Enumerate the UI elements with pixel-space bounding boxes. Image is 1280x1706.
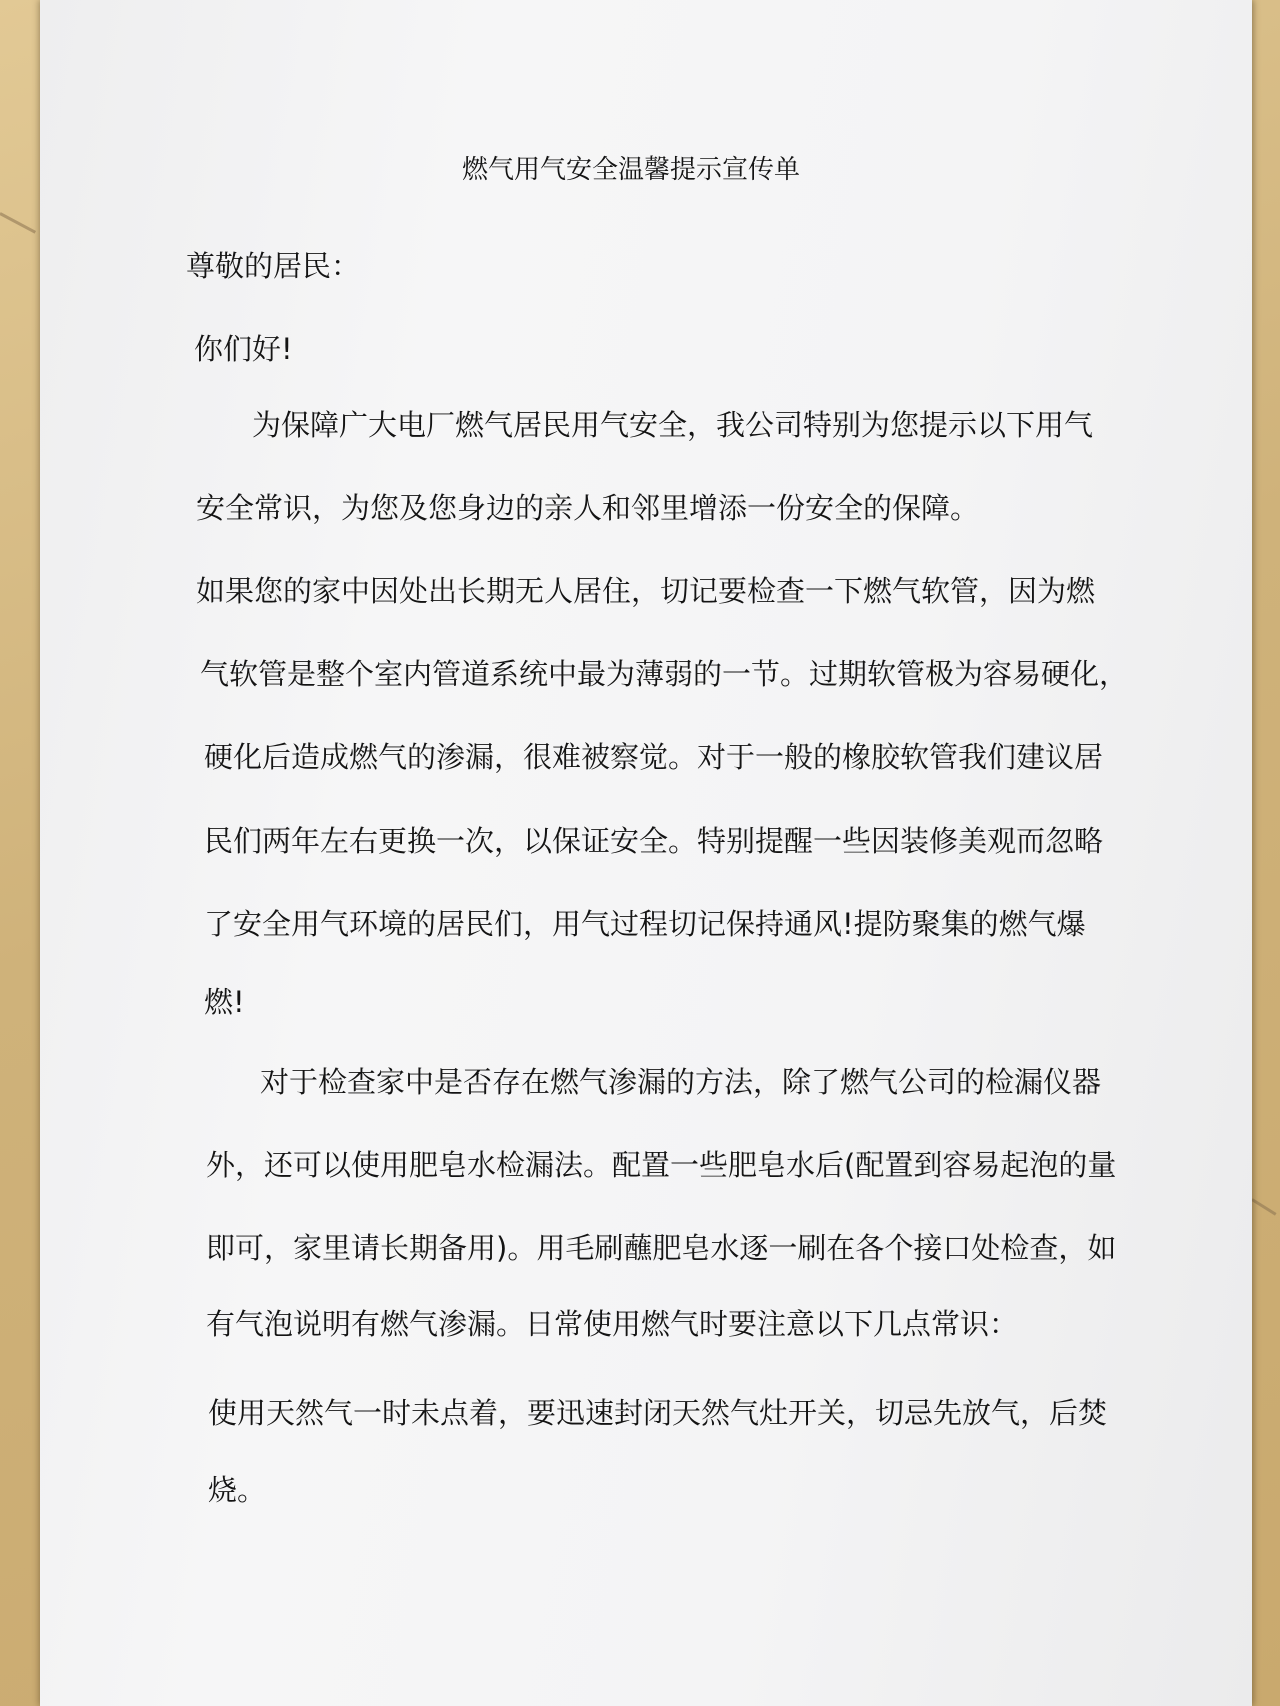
body-line: 气软管是整个室内管道系统中最为薄弱的一节。过期软管极为容易硬化，	[200, 657, 1129, 691]
body-line: 对于检查家中是否存在燃气渗漏的方法，除了燃气公司的检漏仪器	[260, 1065, 1102, 1099]
body-line: 外，还可以使用肥皂水检漏法。配置一些肥皂水后(配置到容易起泡的量	[206, 1148, 1117, 1182]
body-line: 硬化后造成燃气的渗漏，很难被察觉。对于一般的橡胶软管我们建议居	[204, 740, 1104, 774]
body-line: 燃!	[204, 985, 245, 1019]
body-line: 民们两年左右更换一次，以保证安全。特别提醒一些因装修美观而忽略	[204, 824, 1104, 858]
salutation: 尊敬的居民：	[186, 249, 361, 283]
document-title: 燃气用气安全温馨提示宣传单	[462, 155, 801, 185]
body-line: 即可，家里请长期备用)。用毛刷蘸肥皂水逐一刷在各个接口处检查，如	[206, 1231, 1117, 1265]
greeting: 你们好!	[194, 332, 293, 366]
body-line: 为保障广大电厂燃气居民用气安全，我公司特别为您提示以下用气	[252, 408, 1094, 442]
body-line: 使用天然气一时未点着，要迅速封闭天然气灶开关，切忌先放气，后焚	[208, 1396, 1108, 1430]
body-line: 烧。	[208, 1473, 267, 1507]
body-line: 了安全用气环境的居民们，用气过程切记保持通风!提防聚集的燃气爆	[204, 907, 1086, 941]
body-line: 有气泡说明有燃气渗漏。日常使用燃气时要注意以下几点常识：	[206, 1307, 1019, 1341]
body-line: 如果您的家中因处出长期无人居住，切记要检查一下燃气软管，因为燃	[196, 574, 1096, 608]
body-line: 安全常识，为您及您身边的亲人和邻里增添一份安全的保障。	[196, 491, 980, 525]
